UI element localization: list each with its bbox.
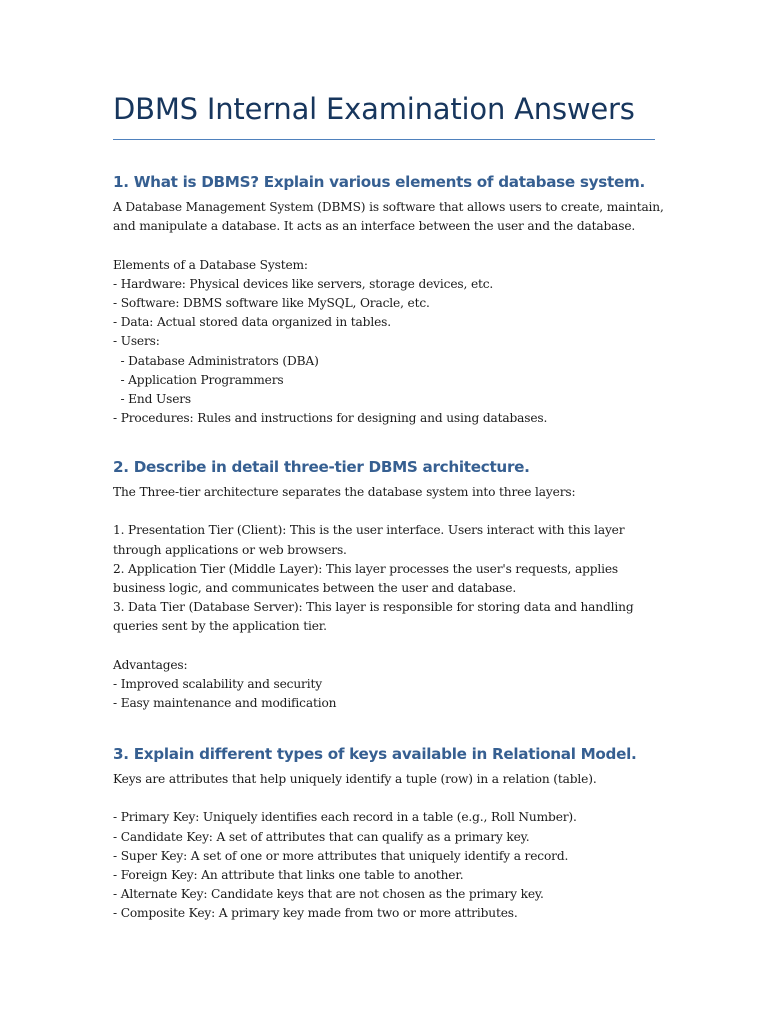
list-item: - Foreign Key: An attribute that links one table to another. (113, 867, 464, 882)
blank-line (113, 236, 673, 255)
paragraph-line: Elements of a Database System: (113, 257, 308, 272)
blank-line (113, 637, 673, 656)
list-item: - Super Key: A set of one or more attributes that uniquely identify a record. (113, 848, 569, 863)
list-item: - Users: (113, 334, 160, 349)
list-item: - Improved scalability and security (113, 676, 322, 691)
list-item: - Hardware: Physical devices like servers, storage devices, etc. (113, 276, 494, 291)
list-item: - Composite Key: A primary key made from two or more attributes. (113, 906, 518, 921)
sub-list-item: - End Users (113, 391, 192, 406)
list-item: - Procedures: Rules and instructions for designing and using databases. (113, 411, 548, 426)
section-heading: 3. Explain different types of keys available in Relational Model. (113, 745, 637, 763)
paragraph-line: queries sent by the application tier. (113, 619, 327, 634)
list-item: - Software: DBMS software like MySQL, Oracle, etc. (113, 295, 430, 310)
paragraph-line: and manipulate a database. It acts as an interface between the user and the database. (113, 219, 636, 234)
section-3 (113, 744, 673, 924)
blank-line (113, 502, 673, 521)
paragraph-line: business logic, and communicates between the user and database. (113, 580, 517, 595)
list-item: - Candidate Key: A set of attributes that can qualify as a primary key. (113, 829, 530, 844)
paragraph-line: The Three-tier architecture separates the database system into three layers: (113, 485, 576, 499)
paragraph-line: Keys are attributes that help uniquely identify a tuple (row) in a relation (table). (113, 772, 597, 786)
paragraph-line: A Database Management System (DBMS) is software that allows users to create, maintain, (113, 200, 664, 214)
paragraph-line: through applications or web browsers. (113, 542, 347, 557)
sub-list-item: - Application Programmers (113, 372, 284, 387)
paragraph-line: 3. Data Tier (Database Server): This layer is responsible for storing data and handling (113, 600, 634, 615)
list-item: - Primary Key: Uniquely identifies each record in a table (e.g., Roll Number). (113, 810, 577, 825)
list-item: - Alternate Key: Candidate keys that are not chosen as the primary key. (113, 887, 544, 902)
paragraph-line: Advantages: (113, 657, 188, 672)
list-item: - Data: Actual stored data organized in tables. (113, 315, 391, 330)
paragraph-line: 2. Application Tier (Middle Layer): This layer processes the user's requests, applies (113, 561, 619, 576)
document-title: DBMS Internal Examination Answers (113, 92, 635, 126)
sub-list-item: - Database Administrators (DBA) (113, 353, 319, 368)
title-underline (113, 139, 655, 140)
section-heading: 1. What is DBMS? Explain various elements of database system. (113, 173, 645, 191)
section-1 (113, 172, 673, 428)
paragraph-line: 1. Presentation Tier (Client): This is the user interface. Users interact with this layer (113, 523, 625, 538)
list-item: - Easy maintenance and modification (113, 696, 337, 711)
blank-line (113, 789, 673, 808)
section-heading: 2. Describe in detail three-tier DBMS architecture. (113, 458, 530, 476)
section-2 (113, 457, 673, 713)
